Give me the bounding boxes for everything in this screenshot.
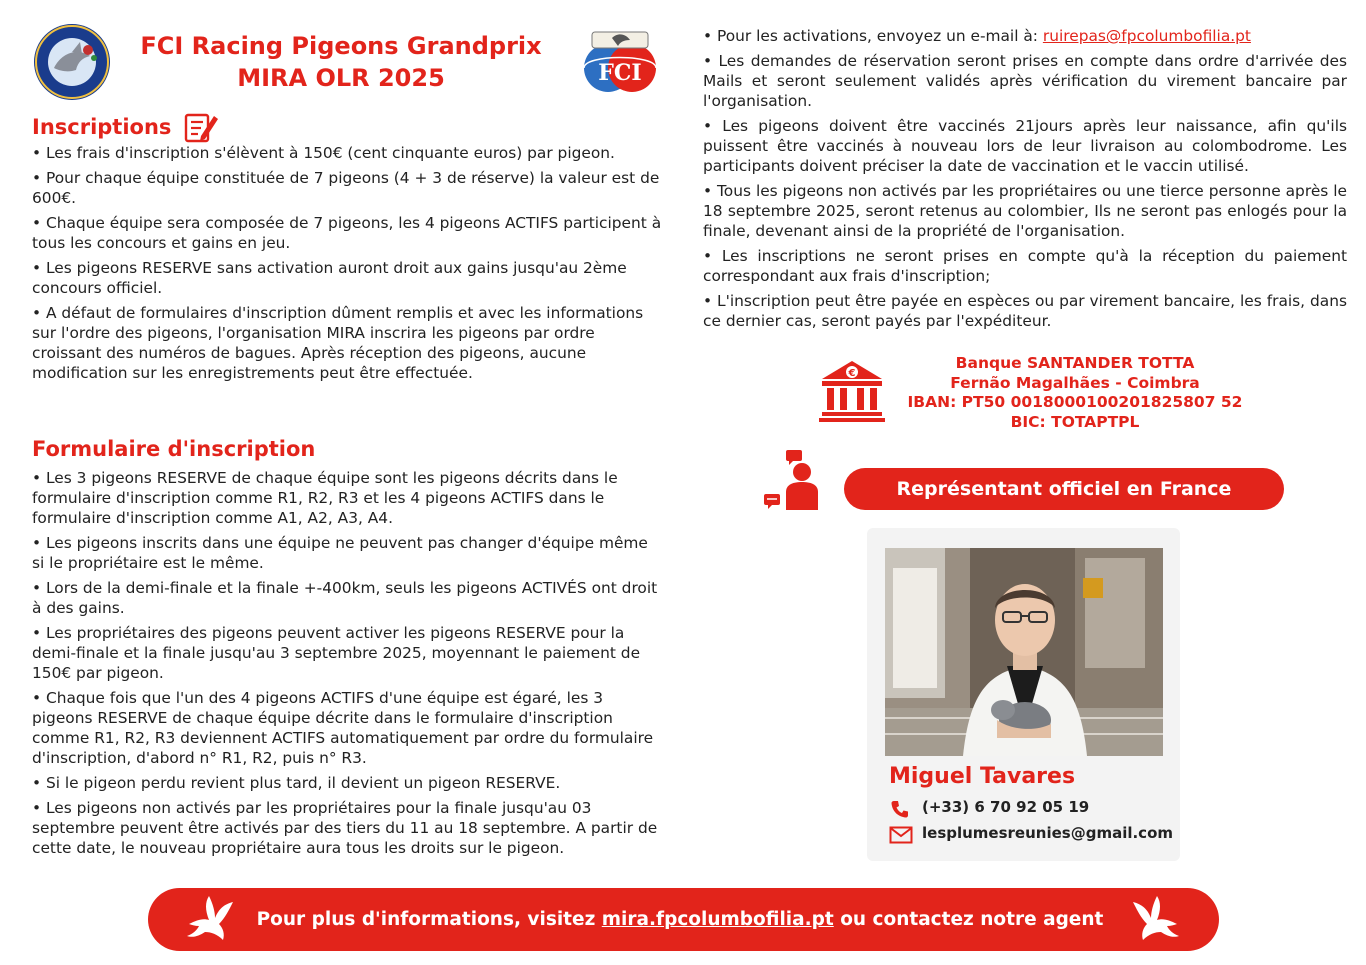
activation-prefix: • Pour les activations, envoyez un e-mail à: (703, 27, 1043, 45)
svg-text:FCI: FCI (598, 60, 642, 86)
formulaire-item: • Les pigeons inscrits dans une équipe ne peuvent pas changer d'équipe même si le propriétaire est le même. (32, 534, 648, 572)
phone-icon (890, 799, 910, 819)
activation-item (703, 26, 1347, 46)
formulaire-item: • Les 3 pigeons RESERVE de chaque équipe sont les pigeons décrits dans le formulaire d'inscription comme R1, R2, R3 et les 4 pigeons ACTIFS dans le formulaire d'inscription comme A1, A2, A3, A4. (32, 469, 618, 527)
formulaire-item: • Les pigeons non activés par les propriétaires pour la finale jusqu'au 03 septembre peuvent être activés par des tiers du 11 au 18 septembre. A partir de cette date, le nouveau propriétaire aura tous les droits sur le pigeon. (32, 799, 658, 857)
title-line-1: FCI Racing Pigeons Grandprix (140, 32, 542, 60)
right-column-list (703, 26, 1347, 331)
inscriptions-list (32, 143, 662, 383)
title-line-2: MIRA OLR 2025 (237, 64, 445, 92)
formulaire-list (32, 468, 662, 858)
inscriptions-item: • Les frais d'inscription s'élèvent à 150€ (cent cinquante euros) par pigeon. (32, 144, 615, 162)
bank-icon (818, 357, 886, 423)
representative-email[interactable]: lesplumesreunies@gmail.com (922, 824, 1174, 842)
representative-phone: (+33) 6 70 92 05 19 (922, 798, 1090, 816)
bank-branch: Fernão Magalhães - Coimbra (950, 373, 1200, 392)
representative-label-pill: Représentant officiel en France (844, 468, 1284, 510)
representative-name: Miguel Tavares (889, 764, 1076, 789)
mail-icon (889, 826, 913, 844)
form-edit-icon (183, 110, 219, 144)
bank-iban: IBAN: PT50 0018000100201825807 52 (907, 393, 1243, 412)
footer-suffix: ou contactez notre agent (833, 909, 1104, 930)
inscriptions-item: • Chaque équipe sera composée de 7 pigeons, les 4 pigeons ACTIFS participent à tous les concours et gains en jeu. (32, 214, 662, 252)
formulaire-heading: Formulaire d'inscription (32, 437, 316, 461)
right-item: • L'inscription peut être payée en espèces ou par virement bancaire, les frais, dans ce dernier cas, seront payés par l'expéditeur. (703, 292, 1347, 330)
right-item: • Les inscriptions ne seront prises en compte qu'à la réception du paiement correspondant aux frais d'inscription; (703, 247, 1347, 285)
bank-name: Banque SANTANDER TOTTA (955, 354, 1195, 372)
bank-bic: BIC: TOTAPTPL (1010, 412, 1140, 431)
representative-photo (885, 548, 1163, 756)
formulaire-item: • Chaque fois que l'un des 4 pigeons ACTIFS d'une équipe est égaré, les 3 pigeons RESERVE de chaque équipe décrite dans le formulaire d'inscription comme R1, R2, R3 deviennent ACTIFS automatiquement par ordre du formulaire d'inscription, d'abord n° R1, R2, puis n° R3. (32, 689, 654, 767)
formulaire-item: • Si le pigeon perdu revient plus tard, il devient un pigeon RESERVE. (32, 774, 561, 792)
inscriptions-item: • Les pigeons RESERVE sans activation auront droit aux gains jusqu'au 2ème concours officiel. (32, 259, 627, 297)
right-item: • Les pigeons doivent être vaccinés 21jours après leur naissance, afin qu'ils puissent être vaccinés à nouveau lors de leur livraison au colombodrome. Les participants doivent préciser la date de vaccination et le vaccin utilisé. (703, 117, 1347, 175)
footer-website-link[interactable]: mira.fpcolumbofilia.pt (601, 909, 834, 930)
representative-icon (762, 448, 824, 514)
footer-prefix: Pour plus d'informations, visitez (256, 909, 602, 930)
footer-text (200, 888, 1160, 951)
inscriptions-item: • A défaut de formulaires d'inscription dûment remplis et avec les informations sur l'ordre des pigeons, l'organisation MIRA inscrira les pigeons par ordre croissant des numéros de bagues. Après réception des pigeons, aucune modification sur les enregistrements peut être effectuée. (32, 304, 644, 382)
formulaire-item: • Les propriétaires des pigeons peuvent activer les pigeons RESERVE pour la demi-finale et la finale jusqu'au 3 septembre 2025, moyennant le paiement de 150€ par pigeon. (32, 624, 641, 682)
formulaire-item: • Lors de la demi-finale et la finale +-400km, seuls les pigeons ACTIVÉS ont droit à des gains. (32, 579, 658, 617)
inscriptions-item: • Pour chaque équipe constituée de 7 pigeons (4 + 3 de réserve) la valeur est de 600€. (32, 169, 660, 207)
right-item: • Tous les pigeons non activés par les propriétaires ou une tierce personne après le 18 septembre 2025, seront retenus au colombier, Ils ne seront pas enlogés pour la finale, devenant ainsi de la propriété de l'organisation. (703, 182, 1347, 240)
right-item: • Les demandes de réservation seront prises en compte dans ordre d'arrivée des Mails et seront seulement validés après vérification du virement bancaire par l'organisation. (703, 52, 1347, 110)
activation-email-link[interactable]: ruirepas@fpcolumbofilia.pt (1042, 27, 1251, 45)
inscriptions-heading (32, 115, 171, 139)
bank-currency-symbol: € (848, 368, 856, 379)
fpc-logo-icon (32, 22, 112, 102)
inscriptions-heading-text: Inscriptions (32, 115, 172, 139)
fci-logo-icon (578, 24, 662, 100)
